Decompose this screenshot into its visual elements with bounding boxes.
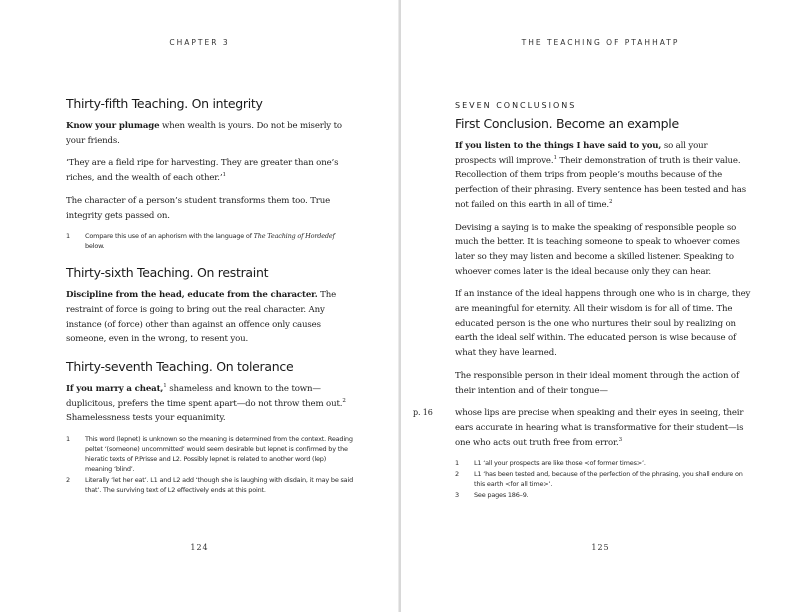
paragraph <box>455 139 751 213</box>
paragraph <box>66 288 353 347</box>
paragraph: If an instance of the ideal happens through one who is in charge, they are meaningful for eternity. All their wisdom is for all of time. The educated person is the one who nurtures their soul by realizing on earth the ideal self within. The educated person is wise because of what they have learned. <box>455 289 751 359</box>
text-block <box>413 101 751 514</box>
paragraph: The responsible person in their ideal moment through the action of their intention and of their tongue— <box>455 370 739 396</box>
heading-thirty-fifth-teaching: Thirty-fifth Teaching. On integrity <box>66 96 263 111</box>
paragraph-text: The restraint of force is going to bring out the real character. Any instance (of force) other than against an offence only causes someone, even in the wrong, to resent you. <box>66 290 337 345</box>
footnote-text: This word (lepnet) is unknown so the meaning is determined from the context. Reading peltet ‘(someone) uncommitted’ would seem desirable but lepnet is confirmed by the hieratic texts of P.Prisse and L2. Possibly lepnet is related to another word (lep) meaning ‘blind’. <box>85 435 353 474</box>
footnote-marker: 2 <box>609 198 613 205</box>
footnote-text: L1 ‘has been tested and, because of the perfection of the phrasing, you shall endure on this earth <for all time>’. <box>474 470 743 489</box>
lead-phrase: If you listen to the things I have said to you, <box>455 141 662 151</box>
footnote-text: Compare this use of an aphorism with the language of <box>85 232 254 241</box>
paragraph-text: ‘They are a field ripe for harvesting. They are greater than one’s riches, and the wealth of each other.’ <box>66 158 339 184</box>
running-head: CHAPTER 3 <box>169 38 230 47</box>
footnotes <box>66 231 353 251</box>
paragraph-text: Their demonstration of truth is their value. Recollection of them trips from people’s mouths because of the perfection of their phrasing. Every sentence has been tested and has not failed on this earth in all of time. <box>455 155 746 210</box>
footnote-number: 1 <box>66 232 70 241</box>
footnote-number: 3 <box>455 491 459 500</box>
footnote <box>66 231 353 251</box>
marginal-page-reference: p. 16 <box>413 408 433 418</box>
footnote-number: 2 <box>66 476 70 485</box>
heading-thirty-seventh-teaching: Thirty-seventh Teaching. On tolerance <box>66 359 294 375</box>
footnotes <box>66 434 353 495</box>
footnote-marker: 1 <box>163 383 167 390</box>
footnote <box>66 434 353 474</box>
paragraph: The character of a person’s student transforms them too. True integrity gets passed on. <box>66 195 331 221</box>
footnote-text: Literally ‘let her eat’. L1 and L2 add ‘though she is laughing with disdain, it may be said that’. The surviving text of L2 effectively ends at this point. <box>85 476 353 495</box>
footnote-text: See pages 186–9. <box>474 491 529 500</box>
footnote-marker: 1 <box>222 172 226 179</box>
footnote-number: 2 <box>455 470 459 479</box>
footnote-marker: 3 <box>618 436 622 443</box>
paragraph <box>66 382 353 426</box>
footnote <box>66 475 353 495</box>
text-block <box>66 96 353 509</box>
paragraph-text: shameless and known to the town—duplicitous, prefers the time spent apart—do not throw them out. <box>66 384 343 409</box>
right-page <box>401 0 800 612</box>
page-number: 124 <box>190 543 209 552</box>
running-head: THE TEACHING OF PTAHHATP <box>521 38 680 47</box>
left-page <box>0 0 399 612</box>
footnote-title: The Teaching of Hordedef <box>253 232 335 241</box>
paragraph-text: Shamelessness tests your equanimity. <box>66 413 226 424</box>
section-label: SEVEN CONCLUSIONS <box>455 101 577 110</box>
footnote-marker: 2 <box>342 397 346 404</box>
lead-phrase: If you marry a cheat, <box>66 384 164 395</box>
footnote <box>455 490 751 500</box>
footnote-text: below. <box>85 242 105 251</box>
heading-thirty-sixth-teaching: Thirty-sixth Teaching. On restraint <box>66 265 269 281</box>
footnote-number: 1 <box>66 435 70 444</box>
paragraph-text: so all your prospects will improve. <box>455 141 708 166</box>
footnote <box>455 469 751 489</box>
paragraph <box>66 119 353 148</box>
page-number: 125 <box>591 543 610 552</box>
paragraph <box>66 156 353 185</box>
paragraph: Devising a saying is to make the speaking of responsible people so much the better. It is teaching someone to speak to whoever comes later so they may listen and become a skilled listener. Speaking to whoever comes later is the ideal because only they can hear. <box>455 222 740 277</box>
paragraph-text: whose lips are precise when speaking and their eyes in seeing, their ears accurate in hearing what is transformative for their student—is one who acts out truth free from error. <box>455 408 744 448</box>
footnotes <box>455 458 751 500</box>
footnote-marker: 1 <box>553 154 557 161</box>
footnote-text: L1 ‘all your prospects are like those <of former times>’. <box>474 459 646 468</box>
footnote <box>455 458 751 468</box>
paragraph-text: when wealth is yours. Do not be miserly to your friends. <box>66 121 342 146</box>
heading-first-conclusion: First Conclusion. Become an example <box>455 116 679 131</box>
lead-phrase: Discipline from the head, educate from the character. <box>66 290 318 301</box>
lead-phrase: Know your plumage <box>66 121 160 131</box>
footnote-number: 1 <box>455 459 459 468</box>
paragraph <box>413 406 751 450</box>
